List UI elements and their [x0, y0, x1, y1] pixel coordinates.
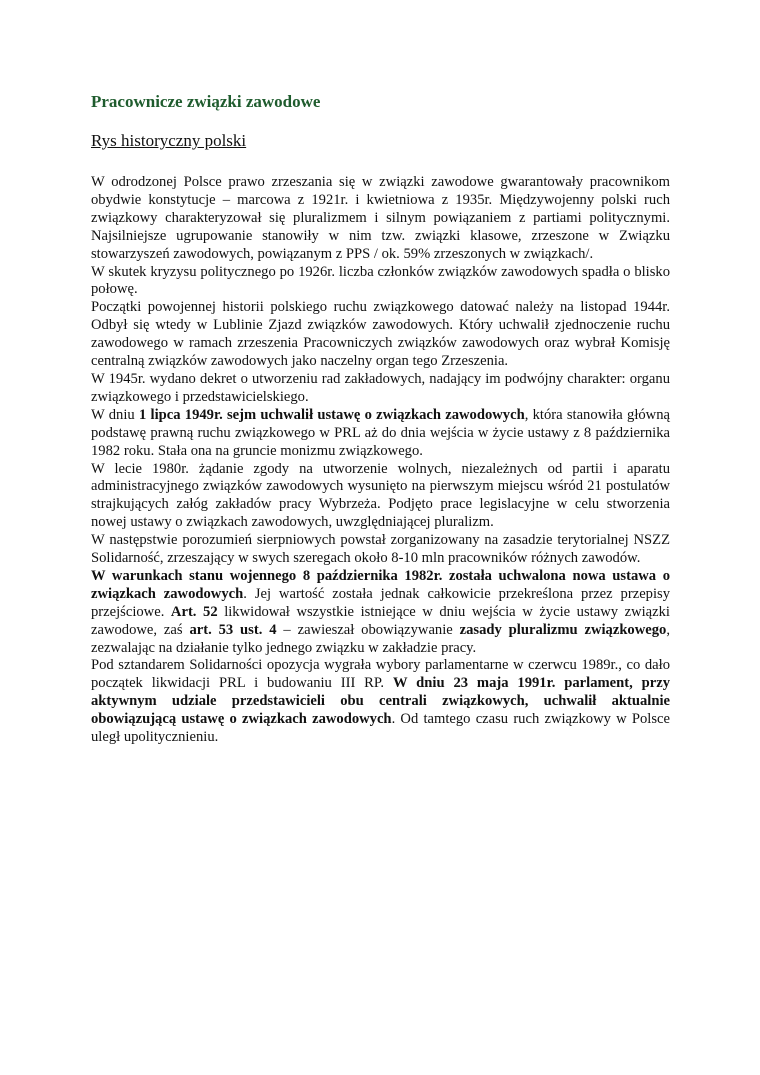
paragraph: [91, 264, 670, 300]
text-run: W odrodzonej Polsce prawo zrzeszania się w związki zawodowe gwarantowały pracownikom obydwie konstytucje – marcowa z 1921r. i kwietniowa z 1935r. Międzywojenny polski ruch związkowy charakteryzował się pluralizmem i silnym powiązaniem z partiami politycznymi. Najsilniejsze ugrupowanie stanowiły w nim tzw. związki klasowe, zrzeszone w Związku stowarzyszeń zawodowych, powiązanym z PPS / ok. 59% zrzeszonych w związkach/.: [91, 174, 670, 262]
paragraph: [91, 657, 670, 747]
text-run: likwidował wszystkie istniejące w dniu wejścia w życie ustawy związki zawodowe, zaś: [91, 603, 670, 638]
paragraph: [91, 568, 670, 658]
document-title: Pracownicze związki zawodowe: [91, 92, 321, 111]
text-run: . Od tamtego czasu ruch związkowy w Polsce uległ upolitycznieniu.: [91, 711, 670, 746]
text-run: W następstwie porozumień sierpniowych powstał zorganizowany na zasadzie terytorialnej NSZZ Solidarność, zrzeszający w swych szeregach około 8-10 mln pracowników różnych zawodów.: [91, 532, 670, 567]
paragraph: [91, 532, 670, 568]
paragraph: [91, 299, 670, 371]
paragraph: [91, 174, 670, 264]
paragraph: [91, 371, 670, 407]
paragraph: [91, 407, 670, 461]
text-run: W lecie 1980r. żądanie zgody na utworzenie wolnych, niezależnych od partii i aparatu administracyjnego związków zawodowych wysunięto na pierwszym miejscu wśród 21 postulatów strajkujących załóg zakładów pracy Wybrzeża. Podjęto prace legislacyjne w celu stworzenia nowej ustawy o związkach zawodowych, uwzględniającej pluralizm.: [91, 460, 670, 531]
text-run: , zezwalając na działanie tylko jednego związku w zakładzie pracy.: [91, 621, 670, 656]
paragraph: [91, 461, 670, 533]
text-run: Początki powojennej historii polskiego ruchu związkowego datować należy na listopad 1944r. Odbył się wtedy w Lublinie Zjazd związków zawodowych. Który uchwalił zjednoczenie ruchu zawodowego w ramach zrzeszenia Pracowniczych związków zawodowych oraz wybrał Komisję centralną związków zawodowych jako naczelny organ tego Zrzeszenia.: [91, 299, 670, 370]
text-run: W 1945r. wydano dekret o utworzeniu rad zakładowych, nadający im podwójny charakter: organu związkowego i przedstawicielskiego.: [91, 370, 670, 405]
text-run: W dniu: [91, 406, 139, 423]
text-run: – zawieszał obowiązywanie: [276, 621, 460, 638]
text-run: , która stanowiła główną podstawę prawną ruchu związkowego w PRL aż do dnia wejścia w życie ustawy z 8 października 1982 roku. Stała ona na gruncie monizmu związkowego.: [91, 406, 670, 459]
bold-text-run: art. 53 ust. 4: [189, 621, 277, 638]
bold-text-run: W dniu 23 maja 1991r. parlament, przy aktywnym udziale przedstawicieli obu centrali związkowych, uchwalił aktualnie obowiązującą ustawę o związkach zawodowych: [91, 675, 670, 728]
bold-text-run: 1 lipca 1949r. sejm uchwalił ustawę o związkach zawodowych: [138, 406, 525, 423]
document-subtitle: Rys historyczny polski: [91, 131, 247, 150]
text-run: Pod sztandarem Solidarności opozycja wygrała wybory parlamentarne w czerwcu 1989r., co dało początek likwidacji PRL i budowaniu III RP.: [91, 657, 670, 692]
document-body: [91, 174, 670, 747]
bold-text-run: zasady pluralizmu związkowego: [459, 621, 667, 638]
bold-text-run: Art. 52: [170, 603, 218, 620]
text-run: . Jej wartość została jednak całkowicie przekreślona przez przepisy przejściowe.: [91, 585, 670, 620]
bold-text-run: W warunkach stanu wojennego 8 października 1982r. została uchwalona nowa ustawa o związkach zawodowych: [91, 567, 670, 602]
text-run: W skutek kryzysu politycznego po 1926r. liczba członków związków zawodowych spadła o blisko połowę.: [91, 263, 670, 298]
